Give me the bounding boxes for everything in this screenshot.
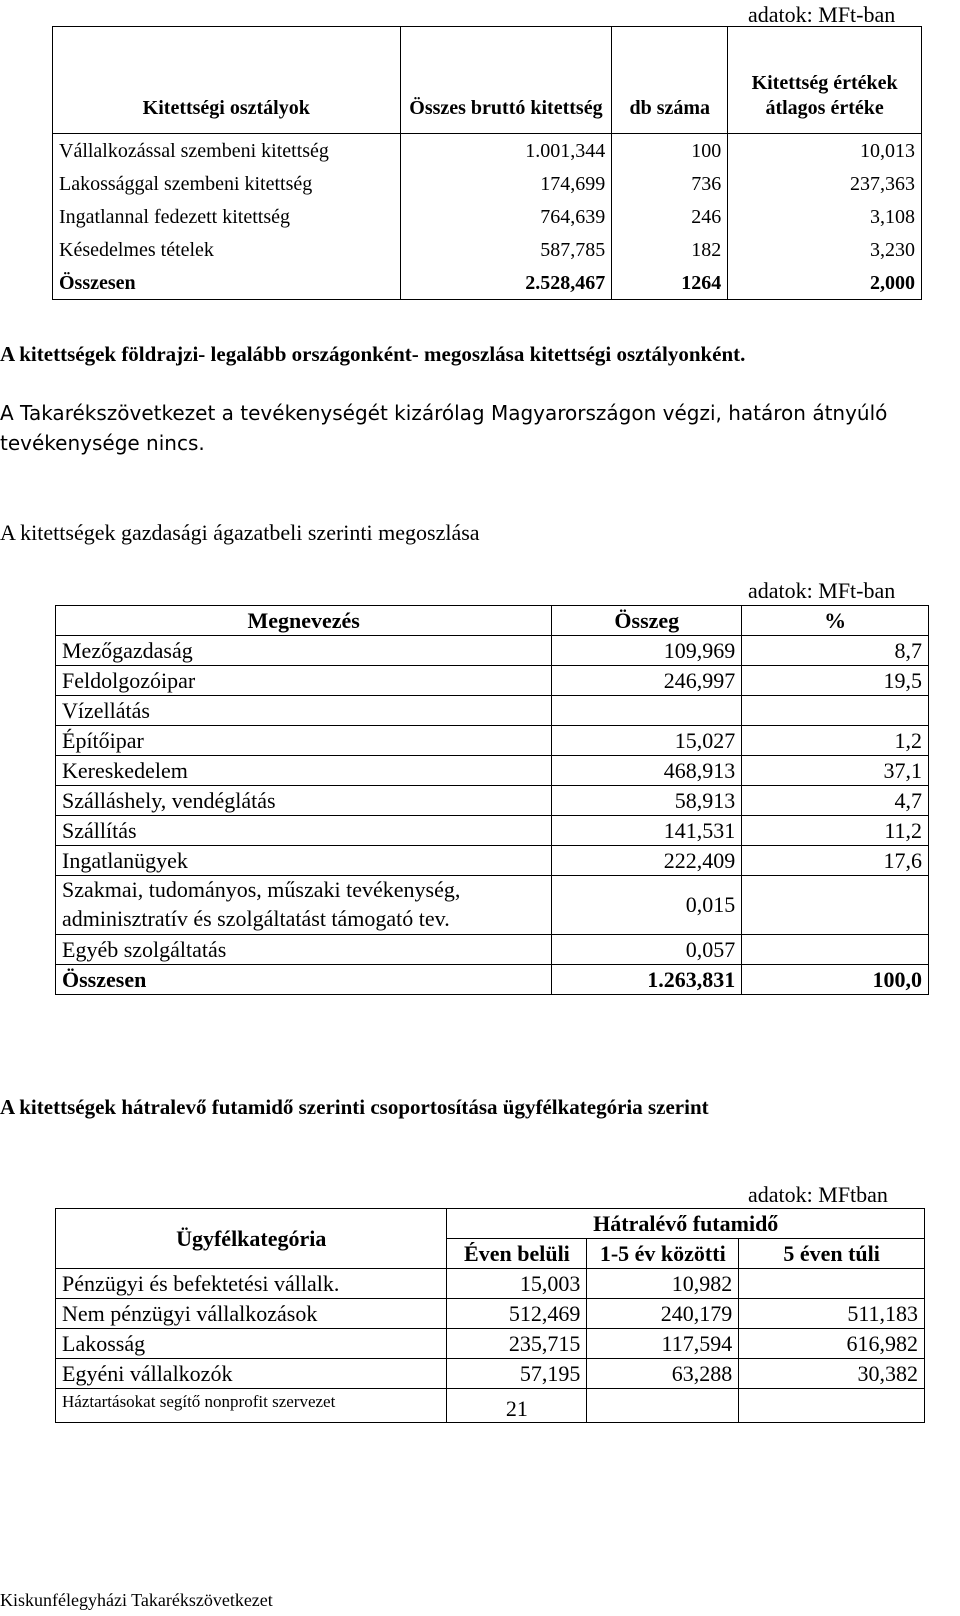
cell [739, 1269, 925, 1299]
cell: 37,1 [742, 756, 929, 786]
cell: 2,000 [728, 266, 922, 300]
table-row [56, 1299, 925, 1329]
cell: 222,409 [552, 846, 742, 876]
cell: Lakosság [56, 1329, 447, 1359]
cell: Építőipar [56, 726, 552, 756]
exposure-table [52, 26, 922, 300]
table-header-row [56, 1209, 925, 1239]
col-header: 5 éven túli [739, 1239, 925, 1269]
col-header: Összes bruttó kitettség [400, 27, 612, 134]
cell: 17,6 [742, 846, 929, 876]
cell: 764,639 [400, 200, 612, 233]
cell [742, 876, 929, 935]
cell: Háztartásokat segítő nonprofit szervezet [56, 1389, 447, 1423]
table-header-row [53, 27, 922, 134]
cell [56, 876, 552, 935]
unit-label-2: adatok: MFt-ban [748, 578, 896, 603]
cell: 246 [612, 200, 728, 233]
cell: 10,013 [728, 134, 922, 168]
cell [739, 1389, 925, 1423]
cell: 240,179 [587, 1299, 739, 1329]
cell: 0,015 [552, 876, 742, 935]
cell: Összesen [56, 965, 552, 995]
cell: 57,195 [447, 1359, 587, 1389]
table-row [56, 876, 929, 935]
table-row [56, 935, 929, 965]
cell: 1.001,344 [400, 134, 612, 168]
cell: 100,0 [742, 965, 929, 995]
cell: 11,2 [742, 816, 929, 846]
sector-heading: A kitettségek gazdasági ágazatbeli szerinti megoszlása [0, 520, 480, 545]
geo-paragraph: A Takarékszövetkezet a tevékenységét kizárólag Magyarországon végzi, határon átnyúló tevékenysége nincs. [0, 401, 888, 455]
table-row [53, 233, 922, 266]
col-header: db száma [612, 27, 728, 134]
cell: 21 [447, 1389, 587, 1423]
cell: Nem pénzügyi vállalkozások [56, 1299, 447, 1329]
cell: 1264 [612, 266, 728, 300]
table-row [56, 666, 929, 696]
cell: 63,288 [587, 1359, 739, 1389]
cell: 58,913 [552, 786, 742, 816]
cell: Vállalkozással szembeni kitettség [53, 134, 401, 168]
cell: Késedelmes tételek [53, 233, 401, 266]
cell: Kereskedelem [56, 756, 552, 786]
cell: 3,230 [728, 233, 922, 266]
col-header: % [742, 606, 929, 636]
table-row [56, 756, 929, 786]
cell: 174,699 [400, 167, 612, 200]
cell: 15,003 [447, 1269, 587, 1299]
cell: Egyéb szolgáltatás [56, 935, 552, 965]
cell: 182 [612, 233, 728, 266]
table-row [56, 846, 929, 876]
cell: 3,108 [728, 200, 922, 233]
table-row [53, 167, 922, 200]
cell: 512,469 [447, 1299, 587, 1329]
cell: 0,057 [552, 935, 742, 965]
cell: Ingatlannal fedezett kitettség [53, 200, 401, 233]
cell: 19,5 [742, 666, 929, 696]
cell-line: Szakmai, tudományos, műszaki tevékenység, [62, 877, 461, 903]
col-header: Kitettség értékek átlagos értéke [728, 27, 922, 134]
unit-label-3: adatok: MFtban [748, 1182, 888, 1207]
cell: 616,982 [739, 1329, 925, 1359]
table-row [56, 1269, 925, 1299]
col-header: Összeg [552, 606, 742, 636]
table-total-row [56, 965, 929, 995]
cell: 2.528,467 [400, 266, 612, 300]
col-header: Megnevezés [56, 606, 552, 636]
table-header-row [56, 606, 929, 636]
cell: 100 [612, 134, 728, 168]
table-row [56, 1389, 925, 1423]
cell: Ingatlanügyek [56, 846, 552, 876]
cell: 8,7 [742, 636, 929, 666]
cell: 1.263,831 [552, 965, 742, 995]
cell-line: adminisztratív és szolgáltatást támogató tev. [62, 906, 450, 931]
cell: Összesen [53, 266, 401, 300]
cell: Vízellátás [56, 696, 552, 726]
cell: Feldolgozóipar [56, 666, 552, 696]
col-group-header: Hátralévő futamidő [447, 1209, 925, 1239]
cell: 468,913 [552, 756, 742, 786]
table-row [56, 726, 929, 756]
cell: Szálláshely, vendéglátás [56, 786, 552, 816]
cell: Pénzügyi és befektetési vállalk. [56, 1269, 447, 1299]
geo-heading: A kitettségek földrajzi- legalább országonként- megoszlása kitettségi osztályonként. [0, 342, 746, 366]
sector-table [55, 605, 929, 995]
cell: 117,594 [587, 1329, 739, 1359]
cell: 4,7 [742, 786, 929, 816]
table-row [56, 1359, 925, 1389]
table-row [56, 786, 929, 816]
cell [552, 696, 742, 726]
cell [742, 696, 929, 726]
table-row [53, 134, 922, 168]
table-row [56, 696, 929, 726]
table-row [56, 636, 929, 666]
cell: Egyéni vállalkozók [56, 1359, 447, 1389]
col-header: Kitettségi osztályok [53, 27, 401, 134]
cell: 30,382 [739, 1359, 925, 1389]
col-header: Éven belüli [447, 1239, 587, 1269]
cell: 109,969 [552, 636, 742, 666]
cell: 15,027 [552, 726, 742, 756]
cell: 237,363 [728, 167, 922, 200]
cell: 10,982 [587, 1269, 739, 1299]
cell: 235,715 [447, 1329, 587, 1359]
col-header: Ügyfélkategória [56, 1209, 447, 1269]
cell: 587,785 [400, 233, 612, 266]
table-total-row [53, 266, 922, 300]
maturity-table [55, 1208, 925, 1423]
col-header: 1-5 év közötti [587, 1239, 739, 1269]
footer-text: Kiskunfélegyházi Takarékszövetkezet [0, 1590, 273, 1610]
cell [742, 935, 929, 965]
cell: 246,997 [552, 666, 742, 696]
table-row [56, 1329, 925, 1359]
cell: 1,2 [742, 726, 929, 756]
cell [587, 1389, 739, 1423]
table-row [56, 816, 929, 846]
unit-label-1: adatok: MFt-ban [748, 2, 896, 27]
cell: Lakossággal szembeni kitettség [53, 167, 401, 200]
cell: 141,531 [552, 816, 742, 846]
table-row [53, 200, 922, 233]
cell: Mezőgazdaság [56, 636, 552, 666]
cell: Szállítás [56, 816, 552, 846]
maturity-heading: A kitettségek hátralevő futamidő szerinti csoportosítása ügyfélkategória szerint [0, 1095, 709, 1119]
cell: 736 [612, 167, 728, 200]
cell: 511,183 [739, 1299, 925, 1329]
